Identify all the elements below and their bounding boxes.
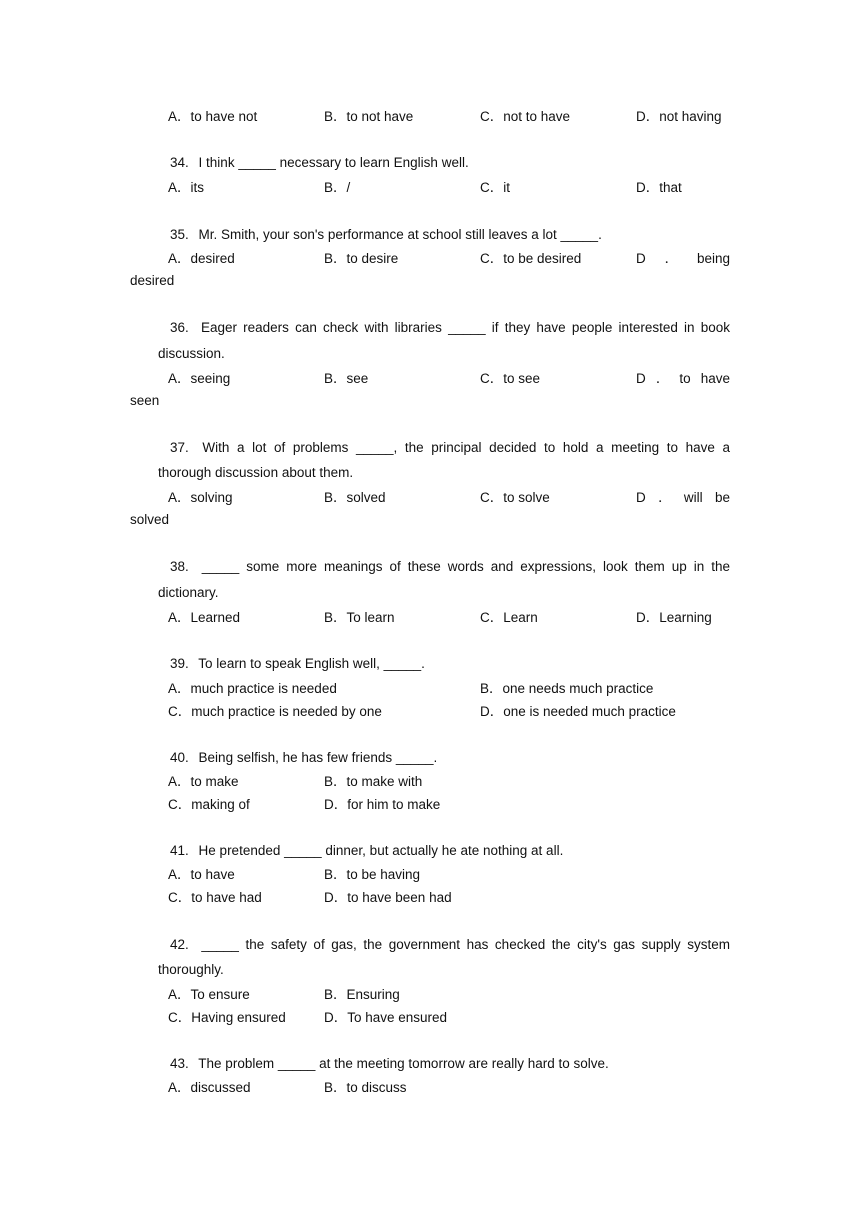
option-37-a: A．solving [168, 490, 233, 505]
question-stem-line1: _____ the safety of gas, the government has checked the city's gas supply system [201, 937, 730, 952]
option-separator: ． [664, 251, 679, 266]
option-43-b: B．to discuss [324, 1080, 407, 1095]
question-number: 38. [170, 559, 189, 574]
question-number: 41. [170, 843, 189, 858]
question-38 [158, 558, 730, 576]
option-38-c: C．Learn [480, 610, 538, 625]
option-34-b: B．/ [324, 180, 351, 195]
option-41-b: B．to be having [324, 867, 421, 882]
option-letter: D [636, 251, 646, 266]
option-text: being [696, 251, 730, 266]
question-stem: Mr. Smith, your son's performance at school still leaves a lot _____. [198, 227, 602, 242]
option-letter: D [636, 490, 646, 505]
question-stem: He pretended _____ dinner, but actually he ate nothing at all. [198, 843, 564, 858]
option-41-a: A．to have [168, 867, 235, 882]
option-42-a: A．To ensure [168, 987, 250, 1002]
option-33-c: C．not to have [480, 109, 571, 124]
question-stem-line1: Eager readers can check with libraries _____ if they have people interested in book [200, 320, 730, 335]
option-text-word1: will [683, 490, 703, 505]
option-40-a: A．to make [168, 774, 239, 789]
option-33-d: D．not having [636, 109, 722, 124]
question-stem-line1: _____ some more meanings of these words and expressions, look them up in the [201, 559, 730, 574]
option-36-b: B．see [324, 371, 369, 386]
question-number: 39. [170, 656, 189, 671]
question-number: 35. [170, 227, 189, 242]
option-42-d: D．To have ensured [324, 1010, 448, 1025]
option-35-d [636, 250, 730, 268]
option-41-d: D．to have been had [324, 890, 452, 905]
question-34 [170, 154, 469, 172]
question-36 [158, 319, 730, 337]
option-37-c: C．to solve [480, 490, 550, 505]
question-number: 40. [170, 750, 189, 765]
option-40-d: D．for him to make [324, 797, 441, 812]
option-39-c: C．much practice is needed by one [168, 704, 382, 719]
option-38-b: B．To learn [324, 610, 395, 625]
option-39-b: B．one needs much practice [480, 681, 654, 696]
question-number: 43. [170, 1056, 189, 1071]
option-35-a: A．desired [168, 251, 235, 266]
question-39 [170, 655, 425, 673]
option-separator: ． [658, 490, 672, 505]
option-38-d: D．Learning [636, 610, 712, 625]
option-34-d: D．that [636, 180, 682, 195]
option-41-c: C．to have had [168, 890, 262, 905]
question-stem: To learn to speak English well, _____. [198, 656, 425, 671]
question-stem: The problem _____ at the meeting tomorrow are really hard to solve. [198, 1056, 609, 1071]
option-34-c: C．it [480, 180, 510, 195]
option-36-d [636, 370, 730, 388]
option-37-b: B．solved [324, 490, 386, 505]
question-number: 34. [170, 155, 189, 170]
question-number: 36. [170, 320, 189, 335]
question-43 [170, 1055, 609, 1073]
question-37-line2: thorough discussion about them. [158, 465, 354, 480]
option-33-a: A．to have not [168, 109, 258, 124]
option-39-a: A．much practice is needed [168, 681, 337, 696]
option-40-b: B．to make with [324, 774, 423, 789]
option-text-word2: have [700, 371, 730, 386]
option-35-b: B．to desire [324, 251, 399, 266]
question-stem-line1: With a lot of problems _____, the principal decided to hold a meeting to have a [202, 440, 730, 455]
option-35-c: C．to be desired [480, 251, 582, 266]
option-33-b: B．to not have [324, 109, 414, 124]
option-36-a: A．seeing [168, 371, 231, 386]
question-stem: I think _____ necessary to learn English well. [198, 155, 469, 170]
option-text-word2: be [714, 490, 730, 505]
option-42-b: B．Ensuring [324, 987, 400, 1002]
option-39-d: D．one is needed much practice [480, 704, 676, 719]
question-40 [170, 749, 437, 767]
question-41 [170, 842, 563, 860]
question-37 [158, 439, 730, 457]
option-43-a: A．discussed [168, 1080, 251, 1095]
option-42-c: C．Having ensured [168, 1010, 286, 1025]
option-40-c: C．making of [168, 797, 250, 812]
option-letter: D [636, 371, 646, 386]
option-35-d-wrap: desired [130, 273, 175, 288]
option-37-d [636, 489, 730, 507]
question-38-line2: dictionary. [158, 585, 219, 600]
question-36-line2: discussion. [158, 346, 225, 361]
option-38-a: A．Learned [168, 610, 241, 625]
question-35 [170, 226, 602, 244]
question-stem: Being selfish, he has few friends _____. [198, 750, 438, 765]
option-text-word1: to [679, 371, 691, 386]
question-42 [158, 936, 730, 954]
option-36-d-wrap: seen [130, 393, 160, 408]
question-number: 42. [170, 937, 189, 952]
option-36-c: C．to see [480, 371, 541, 386]
option-34-a: A．its [168, 180, 205, 195]
option-37-d-wrap: solved [130, 512, 170, 527]
question-42-line2: thoroughly. [158, 962, 224, 977]
option-separator: ． [655, 371, 670, 386]
question-number: 37. [170, 440, 189, 455]
